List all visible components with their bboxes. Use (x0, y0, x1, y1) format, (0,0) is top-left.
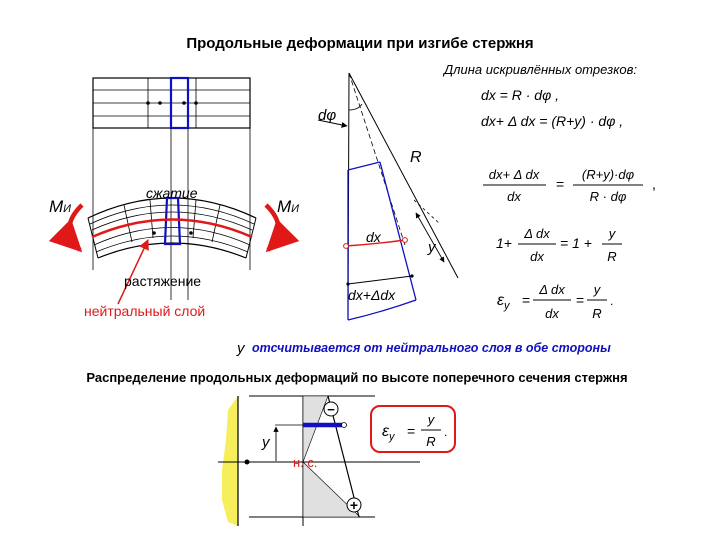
svg-text:=: = (522, 292, 531, 308)
svg-text:εy: $\varepsilon_y$ (497, 292, 510, 312)
y-label-middle: y (428, 239, 436, 256)
svg-text:=: = (576, 292, 585, 308)
plus-sign: + (349, 497, 359, 513)
svg-text:.: . (610, 294, 614, 308)
svg-text:dx: dx (530, 249, 544, 264)
svg-text:dx+ Δ dx: dx+ Δ dx (488, 167, 540, 182)
slide-title: Продольные деформации при изгибе стержня (186, 35, 534, 52)
strain-formula-box (371, 406, 455, 452)
moment-arrow-left (69, 205, 82, 250)
moment-label-right: MИ (277, 197, 300, 216)
dx-ddx-label: dx+Δdx (348, 287, 396, 303)
note-text: отсчитывается от нейтрального слоя в обе стороны (252, 341, 611, 355)
tension-label: растяжение (124, 273, 202, 289)
svg-text:=: = (556, 176, 565, 192)
equation-5 (497, 282, 613, 321)
svg-text:y: y (427, 412, 435, 427)
svg-text:,: , (652, 176, 656, 192)
curved-length-heading: Длина искривлённых отрезков: (444, 62, 637, 77)
svg-text:=: = (407, 423, 416, 439)
element-geometry (318, 73, 458, 320)
moment-label-left: MИ (49, 197, 72, 216)
svg-text:Δ dx: Δ dx (524, 226, 550, 241)
cross-section-shape (222, 396, 238, 526)
equation-2: dx+ Δ dx = (R+y) · dφ , (481, 113, 624, 129)
compression-label: сжатие (146, 185, 198, 201)
svg-text:R: R (592, 306, 602, 321)
equation-1: dx = R · dφ , (481, 87, 559, 103)
svg-text:R: R (607, 249, 617, 264)
distribution-subtitle: Распределение продольных деформаций по высоте поперечного сечения стержня (86, 370, 628, 385)
y-label-bottom: y (262, 434, 270, 451)
equation-4 (496, 226, 622, 264)
dphi-label: dφ (318, 107, 337, 124)
svg-text:1+: 1+ (496, 235, 512, 251)
dx-label: dx (366, 229, 381, 245)
svg-text:dx: dx (507, 189, 521, 204)
note-y: y (237, 340, 245, 357)
radius-label: R (410, 149, 422, 166)
svg-text:.: . (444, 425, 448, 439)
svg-text:εy: $\varepsilon_y$ (382, 423, 395, 443)
neutral-layer-label: нейтральный слой (84, 303, 206, 319)
svg-text:y: y (608, 226, 616, 241)
minus-sign: − (327, 402, 335, 417)
equation-3 (483, 167, 656, 204)
svg-text:= 1 +: = 1 + (560, 235, 592, 251)
svg-text:R · dφ: R · dφ (589, 189, 627, 204)
svg-text:R: R (426, 434, 436, 449)
svg-text:Δ dx: Δ dx (539, 282, 565, 297)
svg-text:y: y (593, 282, 601, 297)
svg-text:(R+y)·dφ: (R+y)·dφ (581, 167, 635, 182)
svg-text:dx: dx (545, 306, 559, 321)
neutral-axis-label: н. с. (293, 455, 318, 470)
